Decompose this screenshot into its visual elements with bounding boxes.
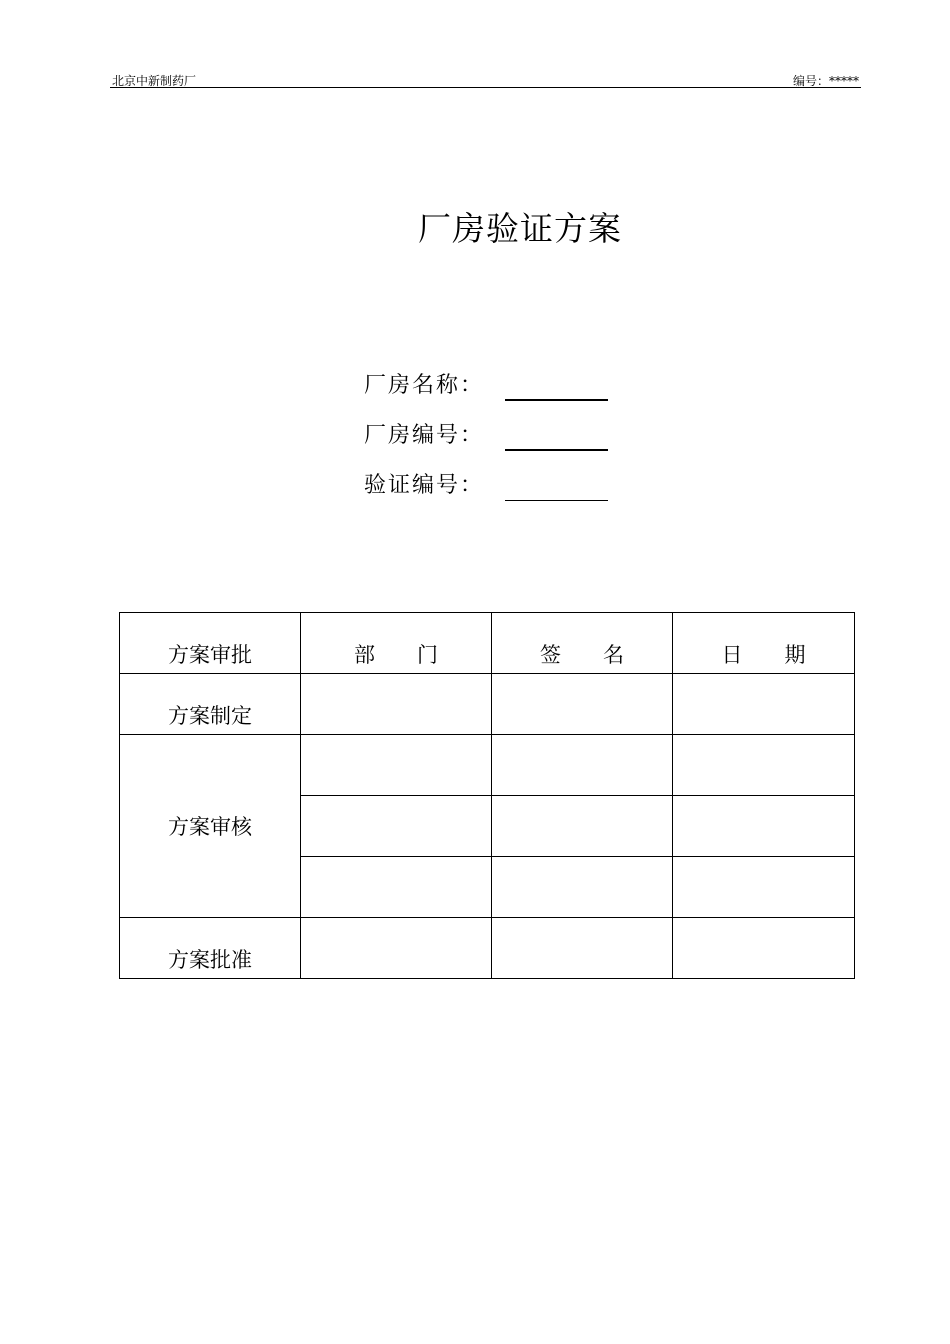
header-date: 日 期 [673, 613, 855, 674]
approval-table [119, 612, 855, 979]
validation-number-label: 验证编号： [364, 473, 485, 498]
plant-number-label: 厂房编号： [364, 423, 485, 448]
cell-date[interactable] [673, 918, 855, 979]
header-signature: 签 名 [492, 613, 673, 674]
cell-date[interactable] [673, 674, 855, 735]
row-label-approve: 方案批准 [120, 918, 301, 979]
page-header [110, 70, 861, 88]
row-label-review: 方案审核 [120, 735, 301, 918]
validation-number-blank[interactable] [505, 500, 608, 501]
cell-signature[interactable] [492, 674, 673, 735]
plant-number-blank[interactable] [505, 449, 608, 451]
cell-date[interactable] [673, 857, 855, 918]
plant-name-blank[interactable] [505, 399, 608, 401]
cell-date[interactable] [673, 796, 855, 857]
table-row [120, 918, 855, 979]
cell-signature[interactable] [492, 918, 673, 979]
plant-name-label: 厂房名称： [364, 373, 485, 398]
cell-department[interactable] [301, 918, 492, 979]
document-title: 厂房验证方案 [418, 209, 622, 248]
header-approval: 方案审批 [120, 613, 301, 674]
cell-signature[interactable] [492, 857, 673, 918]
header-department: 部 门 [301, 613, 492, 674]
cell-department[interactable] [301, 674, 492, 735]
cell-department[interactable] [301, 796, 492, 857]
cell-department[interactable] [301, 857, 492, 918]
table-row [120, 735, 855, 796]
row-label-prepare: 方案制定 [120, 674, 301, 735]
document-code: 编号：***** [792, 74, 859, 88]
cell-date[interactable] [673, 735, 855, 796]
company-name: 北京中新制药厂 [112, 74, 197, 88]
table-header-row [120, 613, 855, 674]
table-row [120, 674, 855, 735]
cell-signature[interactable] [492, 796, 673, 857]
cell-signature[interactable] [492, 735, 673, 796]
cell-department[interactable] [301, 735, 492, 796]
